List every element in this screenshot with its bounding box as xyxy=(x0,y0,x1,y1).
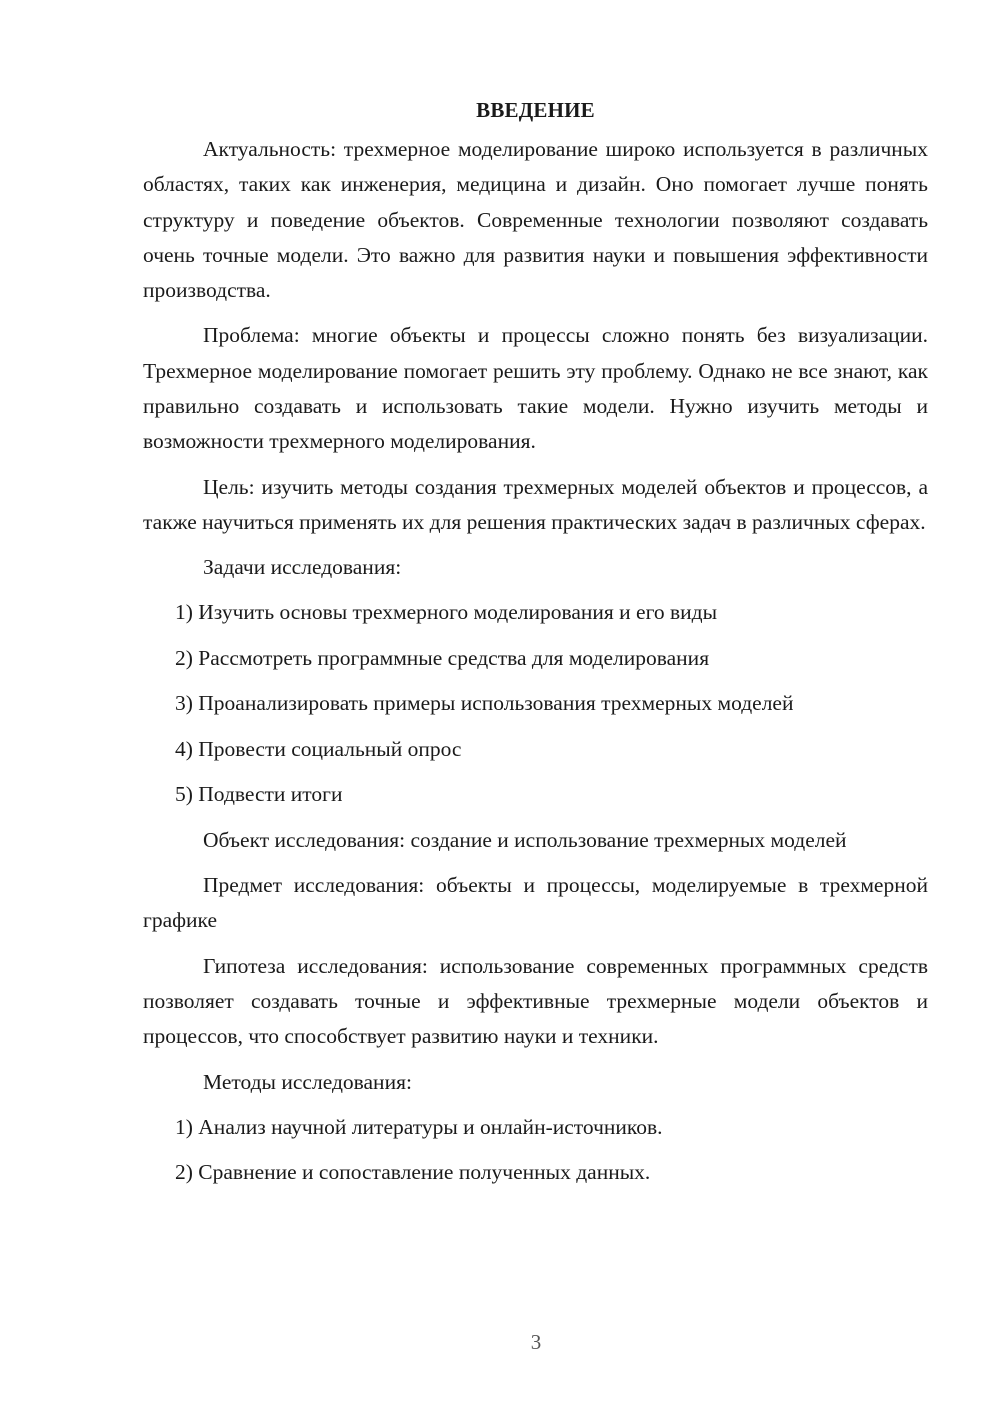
list-item: 5) Подвести итоги xyxy=(175,782,343,807)
page-number: 3 xyxy=(530,1330,542,1354)
problem-paragraph: Проблема: многие объекты и процессы сложно понять без визуализации. Трехмерное моделирование помогает решить эту проблему. Однако не все знают, как правильно создавать и использовать такие модели. Нужно изучить методы и возможности трехмерного моделирования. xyxy=(143,323,928,454)
tasks-label: Задачи исследования: xyxy=(203,555,402,580)
tasks-list xyxy=(143,595,928,812)
list-item: 3) Проанализировать примеры использования трехмерных моделей xyxy=(175,691,794,716)
list-item: 2) Сравнение и сопоставление полученных данных. xyxy=(175,1160,651,1185)
subject-paragraph: Предмет исследования: объекты и процессы, моделируемые в трехмерной графике xyxy=(143,873,928,933)
list-item: 4) Провести социальный опрос xyxy=(175,736,462,761)
list-item: 1) Изучить основы трехмерного моделирования и его виды xyxy=(175,600,718,625)
methods-label: Методы исследования: xyxy=(203,1069,412,1094)
goal-paragraph: Цель: изучить методы создания трехмерных моделей объектов и процессов, а также научиться применять их для решения практических задач в различных сферах. xyxy=(143,474,928,534)
list-item: 2) Рассмотреть программные средства для моделирования xyxy=(175,645,710,670)
relevance-paragraph: Актуальность: трехмерное моделирование широко используется в различных областях, таких как инженерия, медицина и дизайн. Оно помогает лучше понять структуру и поведение объектов. Современные технологии позволяют создавать очень точные модели. Это важно для развития науки и повышения эффективности производства. xyxy=(143,137,928,303)
section-heading: ВВЕДЕНИЕ xyxy=(476,98,595,122)
document-page xyxy=(143,96,928,1201)
object-paragraph: Объект исследования: создание и использование трехмерных моделей xyxy=(203,827,847,852)
methods-list xyxy=(143,1110,928,1191)
hypothesis-paragraph: Гипотеза исследования: использование современных программных средств позволяет создавать точные и эффективные трехмерные модели объектов и процессов, что способствует развитию науки и техники. xyxy=(143,953,928,1049)
list-item: 1) Анализ научной литературы и онлайн-источников. xyxy=(175,1114,663,1139)
